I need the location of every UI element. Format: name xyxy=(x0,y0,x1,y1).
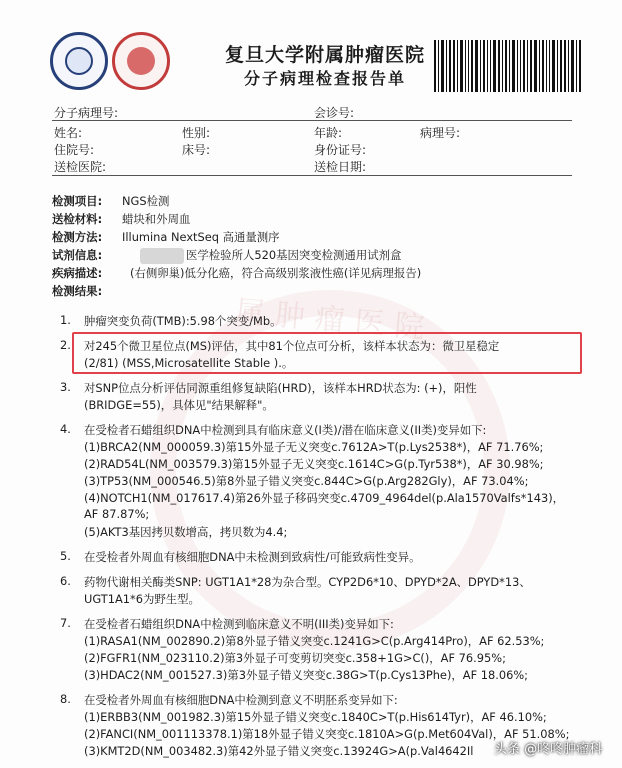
result-snp-line2: UGT1A1*6为野生型。 xyxy=(84,592,200,606)
variant-line: (2)FANCI(NM_001113378.1)第18外显子错义突变c.1810A>G(p.Met604Val)，AF 51.08%; xyxy=(84,727,570,741)
hospital-logo-icon xyxy=(112,32,170,90)
variant-line: (1)ERBB3(NM_001982.3)第15外显子错义突变c.1840C>T(p.His614Tyr)，AF 46.10%; xyxy=(84,710,547,724)
variant-line: (1)RASA1(NM_002890.2)第8外显子错义突变c.1241G>C(p.Arg414Pro)，AF 62.53%; xyxy=(84,634,545,648)
result-msi-line1: 对245个微卫星位点(MS)评估，其中81个位点可分析，该样本状态为：微卫星稳定 xyxy=(84,339,500,353)
watermark-text: 属肿瘤医院 xyxy=(233,294,436,347)
divider xyxy=(52,120,572,121)
variant-line: AF 87.87%; xyxy=(84,507,150,521)
result-number: 8. xyxy=(60,692,71,706)
variant-line: (1)BRCA2(NM_000059.3)第15外显子无义突变c.7612A>T(p.Lys2538*)，AF 71.76%; xyxy=(84,440,544,454)
variant-line: (3)KMT2D(NM_003482.3)第42外显子错义突变c.13924G>A(p.Val4642Il xyxy=(84,744,474,758)
gender-label: 性别: xyxy=(182,126,211,140)
redacted-block xyxy=(140,248,184,264)
result-number: 1. xyxy=(60,313,71,327)
test-item-label: 检测项目: xyxy=(52,194,103,208)
variant-line: (5)AKT3基因拷贝数增高，拷贝数为4.4; xyxy=(84,525,288,539)
id-no-label: 身份证号: xyxy=(314,143,367,157)
result-msi-line2: (2/81) (MSS,Microsatellite Stable ).。 xyxy=(84,356,294,370)
bed-no-label: 床号: xyxy=(182,143,211,157)
result-class12-heading: 在受检者石蜡组织DNA中检测到具有临床意义(I类)/潜在临床意义(II类)变异如下: xyxy=(84,423,487,437)
result-hrd-line2: (BRIDGE=55)，具体见"结果解释"。 xyxy=(84,398,274,412)
mol-path-no-label: 分子病理号: xyxy=(54,106,119,120)
variant-line: (3)HDAC2(NM_001527.3)第3外显子错义突变c.38G>T(p.Cys13Phe)，AF 18.06%; xyxy=(84,668,529,682)
reagent-value: 医学检验所人520基因突变检测通用试剂盒 xyxy=(186,248,402,262)
name-label: 姓名: xyxy=(54,126,83,140)
source-credit: 头条 @咚咚肿瘤科 xyxy=(494,742,603,757)
result-number: 4. xyxy=(60,422,71,436)
admission-no-label: 住院号: xyxy=(54,143,95,157)
test-item-value: NGS检测 xyxy=(122,194,170,208)
result-class3-heading: 在受检者石蜡组织DNA中检测到临床意义不明(III类)变异如下: xyxy=(84,617,394,631)
result-number: 2. xyxy=(60,338,71,352)
report-title: 分子病理检查报告单 xyxy=(243,69,406,88)
result-number: 5. xyxy=(60,549,71,563)
result-number: 3. xyxy=(60,380,71,394)
consult-no-label: 会诊号: xyxy=(314,106,355,120)
disease-label: 疾病描述: xyxy=(52,266,103,280)
method-value: Illumina NextSeq 高通量测序 xyxy=(122,230,280,244)
variant-line: (2)FGFR1(NM_023110.2)第3外显子可变剪切突变c.358+1G>C()，AF 76.95%; xyxy=(84,651,506,665)
barcode-icon xyxy=(434,40,594,92)
variant-line: (3)TP53(NM_000546.5)第8外显子错义突变c.844C>G(p.Arg282Gly)，AF 73.04%; xyxy=(84,474,529,488)
variant-line: (4)NOTCH1(NM_017617.4)第26外显子移码突变c.4709_4964del(p.Ala1570Valfs*143)， xyxy=(84,491,565,505)
material-label: 送检材料: xyxy=(52,212,103,226)
disease-value: (右侧卵巢)低分化癌，符合高级别浆液性癌(详见病理报告) xyxy=(130,266,422,280)
path-no-label: 病理号: xyxy=(420,126,461,140)
variant-line: (2)RAD54L(NM_003579.3)第15外显子无义突变c.1614C>G(p.Tyr538*)，AF 30.98%; xyxy=(84,457,544,471)
result-germline-vus-heading: 在受检者外周血有核细胞DNA中检测到意义不明胚系变异如下: xyxy=(84,693,398,707)
result-tmb: 肿瘤突变负荷(TMB):5.98个突变/Mb。 xyxy=(84,314,282,328)
reagent-label: 试剂信息: xyxy=(52,248,103,262)
result-number: 6. xyxy=(60,574,71,588)
result-germline-none: 在受检者外周血有核细胞DNA中未检测到致病性/可能致病性变异。 xyxy=(84,550,421,564)
divider xyxy=(52,175,572,176)
material-value: 蜡块和外周血 xyxy=(122,212,191,226)
send-date-label: 送检日期: xyxy=(314,160,367,174)
university-logo-icon xyxy=(50,32,108,90)
sending-hospital-label: 送检医院: xyxy=(54,160,107,174)
results-label: 检测结果: xyxy=(52,284,103,298)
hospital-name: 复旦大学附属肿瘤医院 xyxy=(224,44,425,66)
result-snp-line1: 药物代谢相关酶类SNP: UGT1A1*28为杂合型。CYP2D6*10、DPYD*2A、DPYD*13、 xyxy=(84,575,531,589)
method-label: 检测方法: xyxy=(52,230,103,244)
result-hrd-line1: 对SNP位点分析评估同源重组修复缺陷(HRD)，该样本HRD状态为: (+)，阳性 xyxy=(84,381,477,395)
result-number: 7. xyxy=(60,616,71,630)
age-label: 年龄: xyxy=(314,126,343,140)
